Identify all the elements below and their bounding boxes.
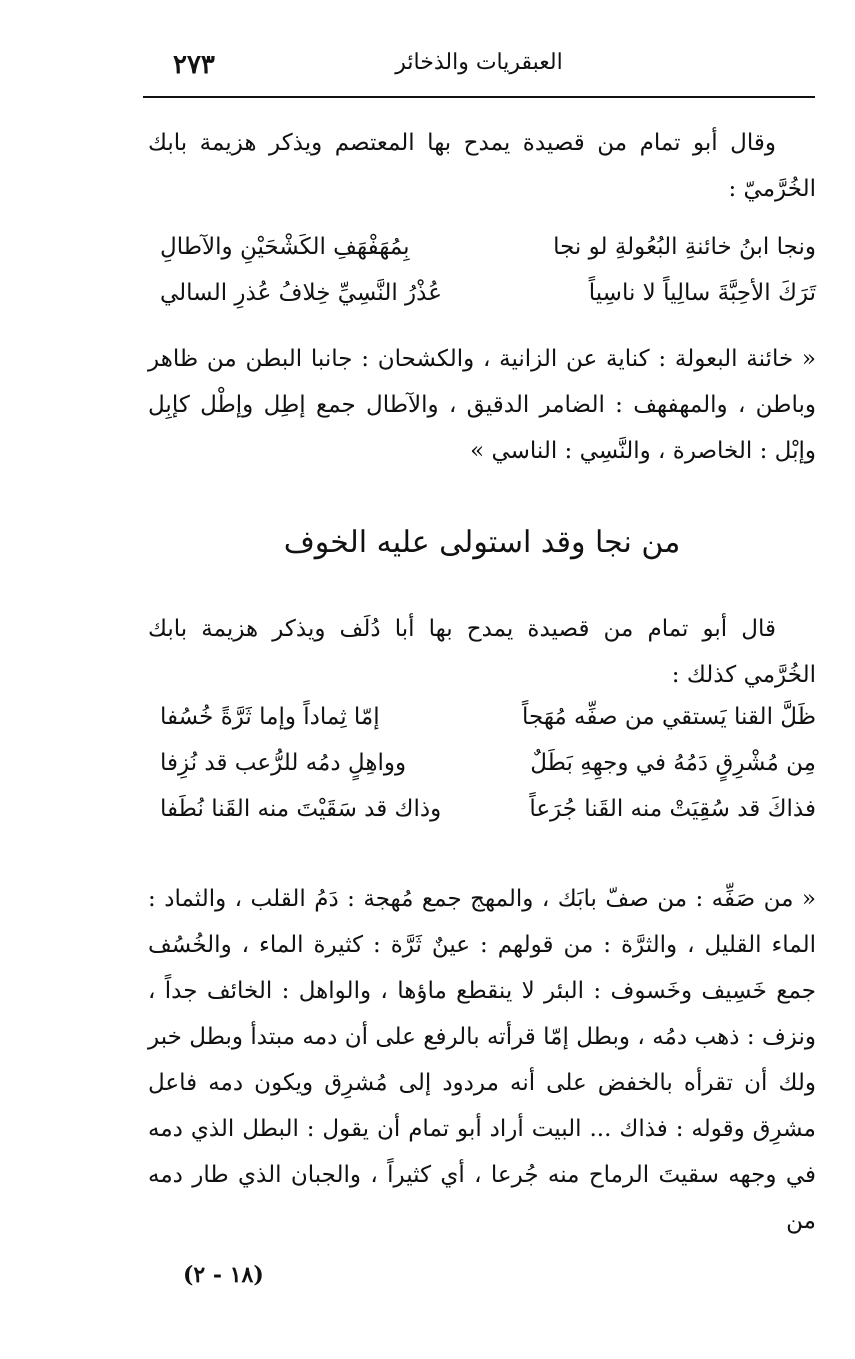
verse-first-hemistich: ظَلَّ القنا يَستقي من صفِّه مُهَجاً [521,704,816,730]
section-heading: من نجا وقد استولى عليه الخوف [283,525,681,560]
section1-intro: وقال أبو تمام من قصيدة يمدح بها المعتصم ويذكر هزيمة بابك الخُرَّميّ : [148,130,816,202]
verse-second-hemistich: وواهِلٍ دمُه للرُّعب قد نُزِفا [160,750,407,776]
page-number: ٢٧٣ [173,50,215,80]
verse-first-hemistich: ونجا ابنُ خائنةِ البُعُولةِ لو نجا [553,234,816,260]
verse-line [160,224,816,270]
verse-first-hemistich: مِن مُشْرِقٍ دَمُهُ في وجهِهِ بَطَلٌ [530,750,816,776]
verse-second-hemistich: بِمُهَفْهَفِ الكَشْحَيْنِ والآطالِ [160,234,410,260]
verse-first-hemistich: فذاكَ قد سُقِيَتْ منه القَنا جُرَعاً [529,796,816,822]
verse-line [160,786,816,832]
verse-first-hemistich: تَرَكَ الأحِبَّةَ سالِياً لا ناسِياً [588,280,816,306]
signature-mark: (١٨ - ٢) [183,1262,264,1288]
section1-verses [160,224,816,316]
section2-note: « من صَفِّه : من صفّ بابَك ، والمهج جمع مُهجة : دَمُ القلب ، والثماد : الماء القليل ، والثرَّة : من قولهم : عينٌ ثَرَّة : كثيرة الماء ، والخُسُف جمع خَسِيف وخَسوف : البئر لا ينقطع ماؤها ، والواهل : الخائف جداً ، ونزف : ذهب دمُه ، وبطل إمّا قرأته بالرفع على أن دمه مبتدأ وبطل خبر ولك أن تقرأه بالخفض على أنه مردود إلى مُشرِق ويكون دمه فاعل مشرِق وقوله : فذاك ... البيت أراد أبو تمام أن يقول : البطل الذي دمه في وجهه سقيتَ الرماح منه جُرعا ، أي كثيراً ، والجبان الذي طار دمه من [148,886,816,1234]
verse-line [160,694,816,740]
verse-line [160,270,816,316]
verse-second-hemistich: وذاك قد سَقَيْتَ منه القَنا نُطَفا [160,796,442,822]
page-header [143,40,815,98]
section2-verses [160,694,816,832]
verse-second-hemistich: إمّا ثِماداً وإما ثَرَّةً خُسُفا [160,704,380,730]
running-title: العبقريات والذخائر [395,50,563,75]
section1-note: « خائنة البعولة : كناية عن الزانية ، والكشحان : جانبا البطن من ظاهر وباطن ، والمهفهف : الضامر الدقيق ، والآطال جمع إطِل وإطْل كإبِل وإبْل : الخاصرة ، والنَّسِي : الناسي » [148,346,816,464]
verse-line [160,740,816,786]
section2-intro: قال أبو تمام من قصيدة يمدح بها أبا دُلَف ويذكر هزيمة بابك الخُرَّمي كذلك : [148,616,816,688]
verse-second-hemistich: عُذْرُ النَّسِيِّ خِلافُ عُذرِ السالي [160,280,442,306]
